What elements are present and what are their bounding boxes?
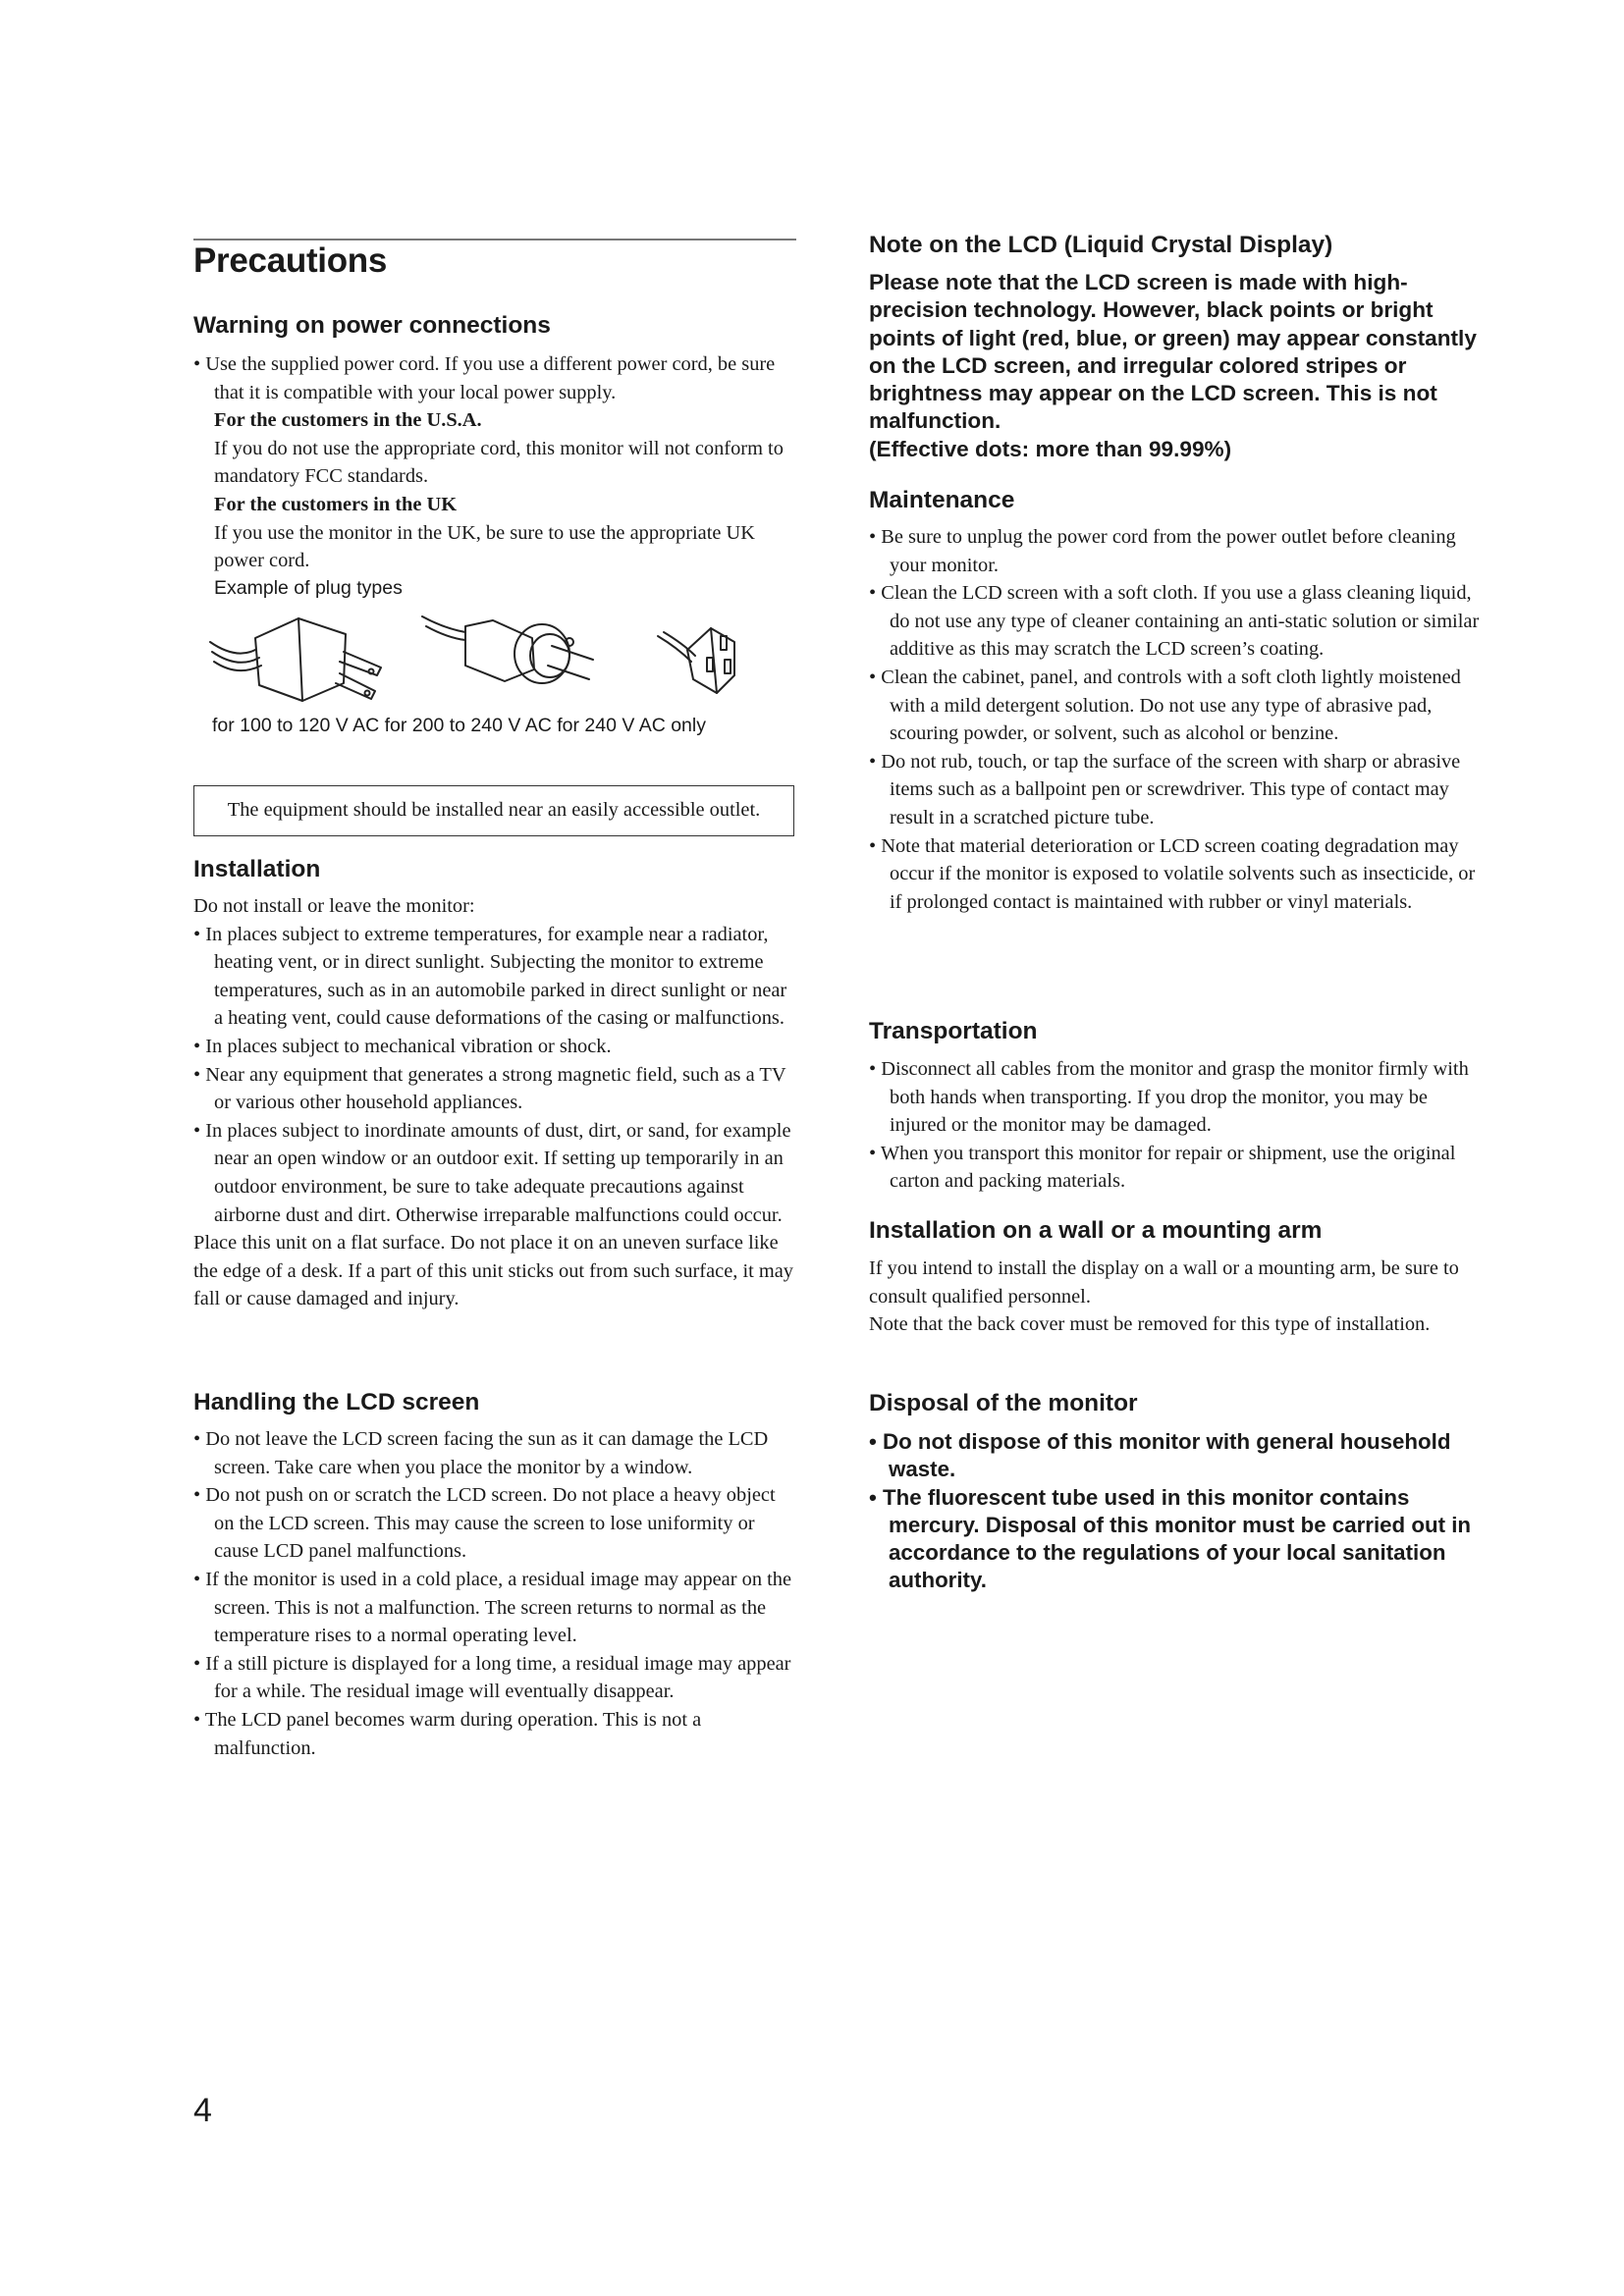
handling-bullet: • If the monitor is used in a cold place, a residual image may appear on the screen. This is not a malfunction. The screen returns to normal as the temperature rises to a normal operating level. (193, 1568, 792, 1647)
wall-mount-heading: Installation on a wall or a mounting arm (869, 1217, 1323, 1244)
plug-types-label: Example of plug types (214, 576, 403, 599)
eu-plug-icon (422, 616, 593, 683)
maintenance-section (869, 523, 1480, 916)
disposal-heading: Disposal of the monitor (869, 1390, 1138, 1416)
handling-heading: Handling the LCD screen (193, 1389, 480, 1415)
uk-heading: For the customers in the UK (214, 493, 458, 515)
plug-captions: for 100 to 120 V AC for 200 to 240 V AC for 240 V AC only (212, 715, 706, 736)
disposal-bullet: • The fluorescent tube used in this monitor contains mercury. Disposal of this monitor must be carried out in accordance to the regulations of your local sanitation authority. (869, 1484, 1472, 1593)
power-heading: Warning on power connections (193, 312, 551, 339)
lcd-note-section (869, 269, 1480, 463)
maintenance-bullet: • Clean the LCD screen with a soft cloth. If you use a glass cleaning liquid, do not use any type of cleaner containing an anti-static solution or similar additive as this may scratch the LCD screen’s coating. (869, 582, 1480, 661)
wall-mount-text: If you intend to install the display on a wall or a mounting arm, be sure to consult qualified personnel. (869, 1257, 1459, 1308)
installation-bullet: • In places subject to mechanical vibration or shock. (193, 1035, 612, 1057)
maintenance-heading: Maintenance (869, 487, 1015, 513)
installation-section (193, 892, 796, 1313)
lcd-note-heading: Note on the LCD (Liquid Crystal Display) (869, 232, 1333, 258)
handling-bullet: • If a still picture is displayed for a long time, a residual image may appear for a while. The residual image will eventually disappear. (193, 1652, 791, 1703)
installation-closing: Place this unit on a flat surface. Do not place it on an uneven surface like the edge of a desk. If a part of this unit sticks out from such surface, it may fall or cause damaged and injury. (193, 1232, 793, 1310)
page-number: 4 (193, 2092, 212, 2129)
usa-text: If you do not use the appropriate cord, this monitor will not conform to mandatory FCC standards. (214, 437, 784, 488)
outlet-note-box: The equipment should be installed near an easily accessible outlet. (193, 785, 794, 836)
usa-heading: For the customers in the U.S.A. (214, 409, 482, 432)
transportation-heading: Transportation (869, 1018, 1038, 1044)
title-rule (193, 239, 796, 240)
installation-bullet: • In places subject to extreme temperatures, for example near a radiator, heating vent, or in direct sunlight. Subjecting the monitor to extreme temperatures, such as in an automobile parked in direct sunlight or near a heating vent, could cause deformations of the casing or malfunctions. (193, 923, 787, 1030)
handling-section (193, 1425, 796, 1762)
disposal-bullet: • Do not dispose of this monitor with general household waste. (869, 1429, 1451, 1482)
lcd-effective-dots: (Effective dots: more than 99.99%) (869, 436, 1232, 461)
uk-plug-icon (658, 628, 734, 693)
lcd-note-text: Please note that the LCD screen is made with high-precision technology. However, black points or bright points of light (red, blue, or green) may appear constantly on the LCD screen, and irregular colored stripes or brightness may appear on the LCD screen. This is not malfunction. (869, 270, 1477, 434)
maintenance-bullet: • Do not rub, touch, or tap the surface of the screen with sharp or abrasive items such as a ballpoint pen or screwdriver. This type of contact may result in a scratched picture tube. (869, 750, 1461, 828)
uk-text: If you use the monitor in the UK, be sure to use the appropriate UK power cord. (214, 521, 755, 572)
installation-intro: Do not install or leave the monitor: (193, 895, 475, 917)
handling-bullet: • Do not leave the LCD screen facing the sun as it can damage the LCD screen. Take care when you place the monitor by a window. (193, 1428, 769, 1478)
installation-bullet: • Near any equipment that generates a strong magnetic field, such as a TV or various other household appliances. (193, 1063, 786, 1114)
handling-bullet: • Do not push on or scratch the LCD screen. Do not place a heavy object on the LCD screen. This may cause the screen to lose uniformity or cause LCD panel malfunctions. (193, 1484, 776, 1563)
maintenance-bullet: • Clean the cabinet, panel, and controls with a soft cloth lightly moistened with a mild detergent solution. Do not use any type of abrasive pad, scouring powder, or solvent, such as alcohol or benzine. (869, 666, 1461, 745)
handling-bullet: • The LCD panel becomes warm during operation. This is not a malfunction. (193, 1708, 702, 1759)
us-plug-icon (210, 618, 381, 701)
transportation-bullet: • Disconnect all cables from the monitor and grasp the monitor firmly with both hands when transporting. If you drop the monitor, you may be injured or the monitor may be damaged. (869, 1058, 1469, 1137)
wall-mount-note: Note that the back cover must be removed for this type of installation. (869, 1313, 1431, 1336)
transportation-bullet: • When you transport this monitor for repair or shipment, use the original carton and packing materials. (869, 1142, 1456, 1193)
maintenance-bullet: • Note that material deterioration or LCD screen coating degradation may occur if the monitor is exposed to volatile solvents such as insecticide, or if prolonged contact is maintained with rubber or vinyl materials. (869, 834, 1476, 913)
disposal-section (869, 1428, 1480, 1595)
power-section (193, 350, 796, 601)
wall-mount-section (869, 1255, 1480, 1339)
power-bullet: • Use the supplied power cord. If you use a different power cord, be sure that it is compatible with your local power supply. (193, 353, 776, 403)
installation-heading: Installation (193, 856, 321, 882)
plug-types-illustration (208, 609, 768, 707)
installation-bullet: • In places subject to inordinate amounts of dust, dirt, or sand, for example near an open window or an outdoor exit. If setting up temporarily in an outdoor environment, be sure to take adequate precautions against airborne dust and dirt. Otherwise irreparable malfunctions could occur. (193, 1119, 791, 1226)
transportation-section (869, 1055, 1480, 1196)
page-title: Precautions (193, 241, 388, 280)
maintenance-bullet: • Be sure to unplug the power cord from the power outlet before cleaning your monitor. (869, 526, 1456, 576)
